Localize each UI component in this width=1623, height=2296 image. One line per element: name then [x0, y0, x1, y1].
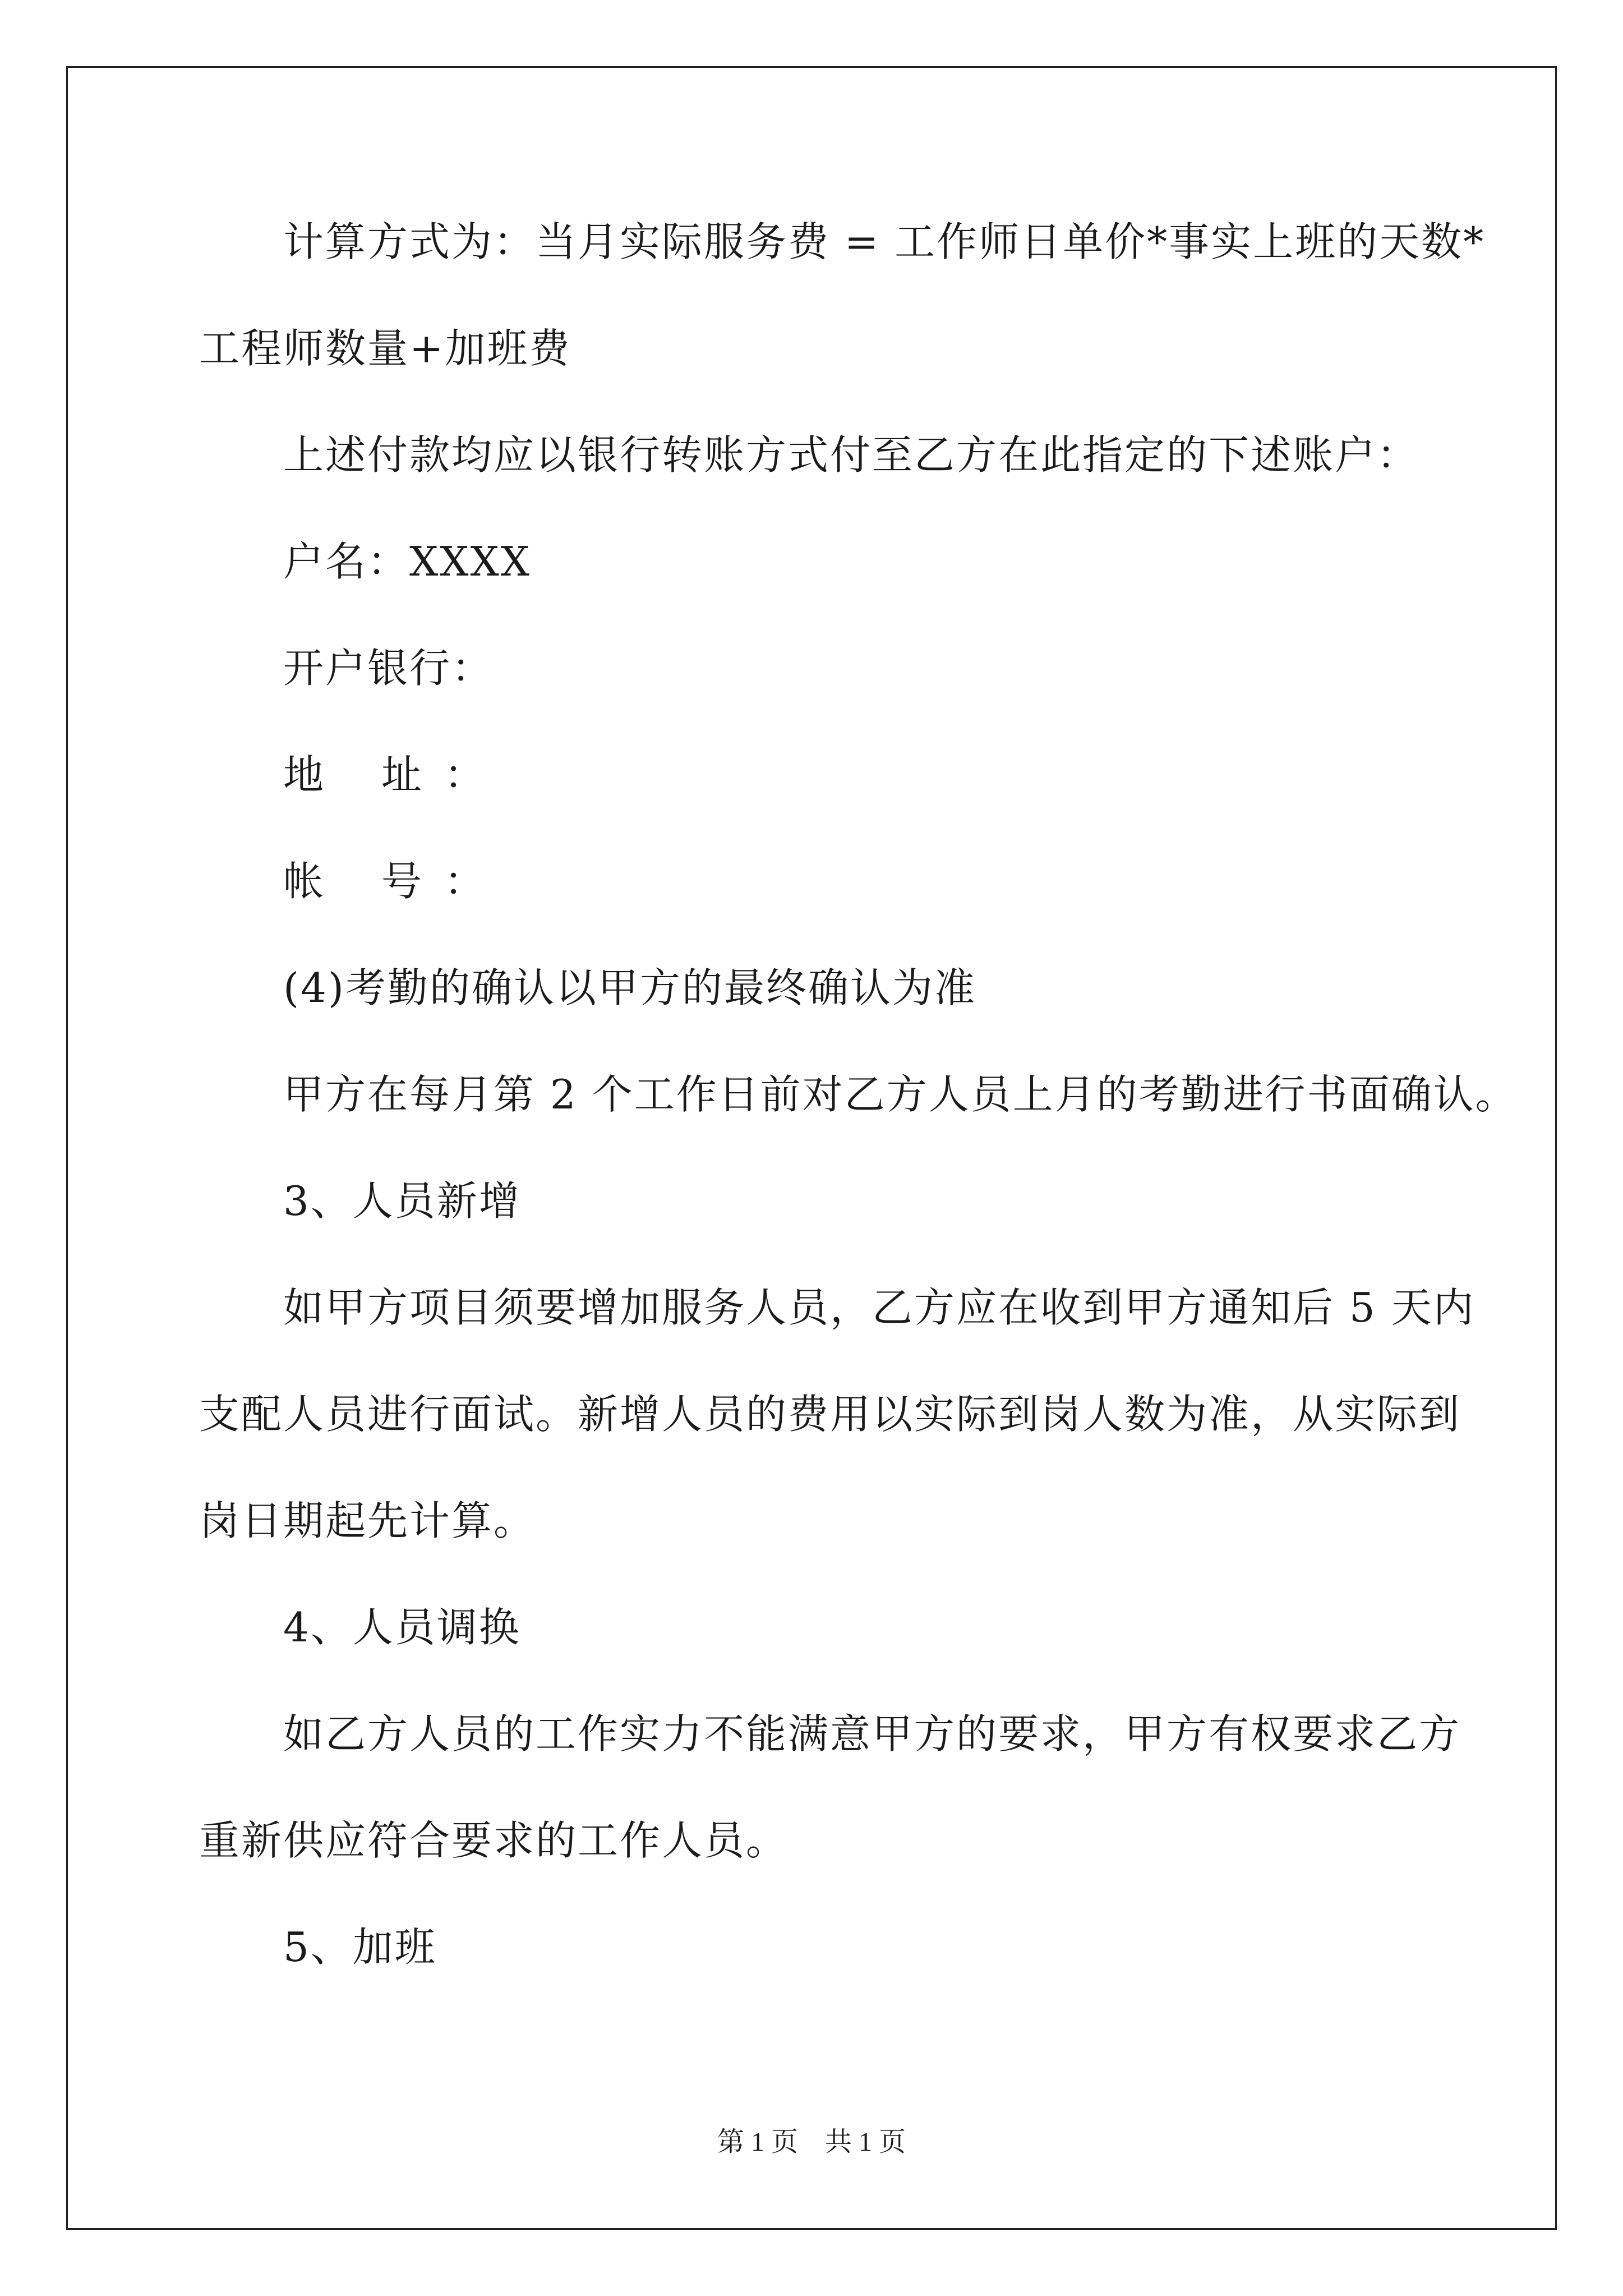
section-heading: 4、人员调换	[283, 1604, 521, 1651]
paragraph-line: 计算方式为：当月实际服务费 = 工作师日单价*事实上班的天数*	[283, 218, 1486, 265]
account-number-line: 帐 号：	[283, 858, 507, 905]
paragraph-line: 重新供应符合要求的工作人员。	[199, 1817, 789, 1864]
section-heading: 5、加班	[283, 1924, 437, 1971]
paragraph-line: 如乙方人员的工作实力不能满意甲方的要求，甲方有权要求乙方	[283, 1710, 1461, 1757]
section-heading: (4)考勤的确认以甲方的最终确认为准	[283, 964, 976, 1011]
page-number: 第 1 页 共 1 页	[717, 2127, 906, 2157]
account-name-line: 户名：XXXX	[283, 538, 532, 585]
bank-line: 开户银行：	[283, 645, 494, 692]
paragraph-line: 上述付款均应以银行转账方式付至乙方在此指定的下述账户：	[283, 431, 1419, 478]
paragraph-line: 甲方在每月第 2 个工作日前对乙方人员上月的考勤进行书面确认。	[283, 1071, 1518, 1118]
paragraph-line: 支配人员进行面试。新增人员的费用以实际到岗人数为准，从实际到	[199, 1391, 1461, 1438]
paragraph-line: 如甲方项目须要增加服务人员，乙方应在收到甲方通知后 5 天内	[283, 1284, 1476, 1331]
paragraph-line: 岗日期起先计算。	[199, 1497, 536, 1544]
address-line: 地 址：	[283, 751, 507, 798]
paragraph-line: 工程师数量+加班费	[199, 325, 571, 372]
section-heading: 3、人员新增	[283, 1177, 521, 1225]
page-border	[66, 66, 1557, 2230]
